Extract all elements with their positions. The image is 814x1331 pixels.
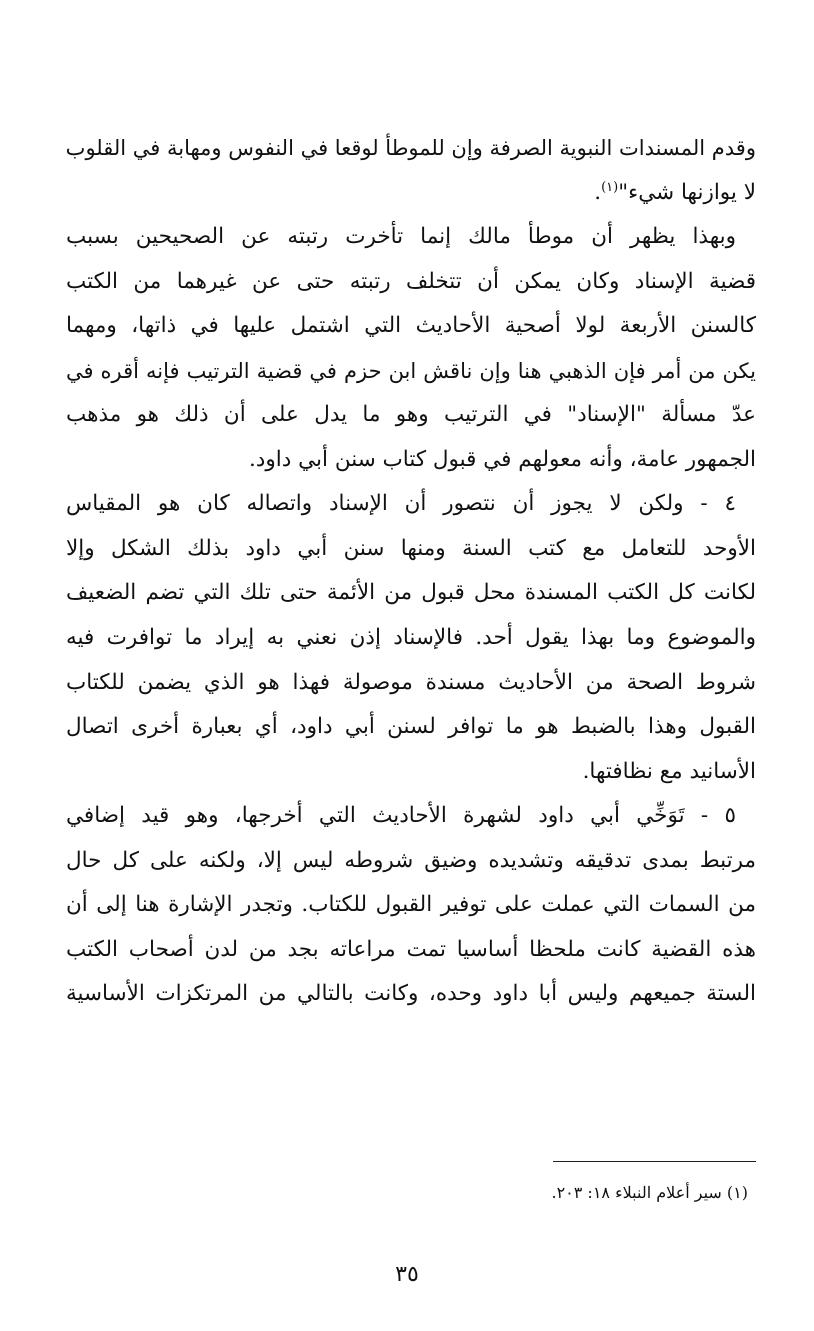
text-line: من السمات التي عملت على توفير القبول للكتاب. وتجدر الإشارة هنا إلى أن: [66, 892, 756, 918]
footnote-marker: (١): [601, 179, 619, 195]
text-line: والموضوع وما بهذا يقول أحد. فالإسناد إذن نعني به إيراد ما توافرت فيه: [66, 625, 756, 651]
text-line: الجمهور عامة، وأنه معولهم في قبول كتاب سنن أبي داود.: [248, 446, 756, 472]
text-line: الأسانيد مع نظافتها.: [582, 758, 756, 784]
text-line: يكن من أمر فإن الذهبي هنا وإن ناقش ابن حزم في قضية الترتيب فإنه أقره في: [66, 358, 756, 383]
period: .: [594, 179, 602, 205]
text-line: [66, 171, 756, 216]
text-line: قضية الإسناد وكان يمكن أن تتخلف رتبته حتى عن غيرهما من الكتب: [66, 268, 756, 294]
text-line: شروط الصحة من الأحاديث مسندة موصولة فهذا هو الذي يضمن للكتاب: [66, 669, 756, 695]
text-line: كالسنن الأربعة لولا أصحية الأحاديث التي اشتمل عليها في ذاتها، ومهما: [66, 313, 756, 339]
text-line: الأوحد للتعامل مع كتب السنة ومنها سنن أبي داود بذلك الشكل وإلا: [66, 535, 756, 561]
text-line: ٤ - ولكن لا يجوز أن نتصور أن الإسناد واتصاله كان هو المقياس: [66, 491, 736, 517]
text-line: عدّ مسألة "الإسناد" في الترتيب وهو ما يدل على أن ذلك هو مذهب: [66, 402, 756, 428]
text-line: هذه القضية كانت ملحظا أساسيا تمت مراعاته بجد من لدن أصحاب الكتب: [66, 936, 756, 962]
footnote-separator: [553, 1161, 756, 1162]
text-line: القبول وهذا بالضبط هو ما توافر لسنن أبي داود، أي بعبارة أخرى اتصال: [66, 714, 756, 740]
text-line: ٥ - تَوَخِّي أبي داود لشهرة الأحاديث التي أخرجها، وهو قيد إضافي: [66, 803, 736, 829]
text-line: مرتبط بمدى تدقيقه وتشديده وضيق شروطه ليس إلا، ولكنه على كل حال: [66, 847, 756, 873]
text-line: الستة جميعهم وليس أبا داود وحده، وكانت بالتالي من المرتكزات الأساسية: [66, 981, 756, 1007]
page-number: ٣٥: [395, 1262, 419, 1287]
text-line: وبهذا يظهر أن موطأ مالك إنما تأخرت رتبته عن الصحيحين بسبب: [66, 224, 736, 250]
footnote: (١) سير أعلام النبلاء ١٨: ٢٠٣.: [551, 1183, 748, 1202]
body-text: [66, 126, 756, 1017]
text-line: وقدم المسندات النبوية الصرفة وإن للموطأ لوقعا في النفوس ومهابة في القلوب: [66, 136, 756, 160]
text-line: لكانت كل الكتب المسندة محل قبول من الأئمة حتى تلك التي تضم الضعيف: [66, 580, 756, 606]
text-line-content: لا يوازنها شيء": [618, 179, 756, 205]
